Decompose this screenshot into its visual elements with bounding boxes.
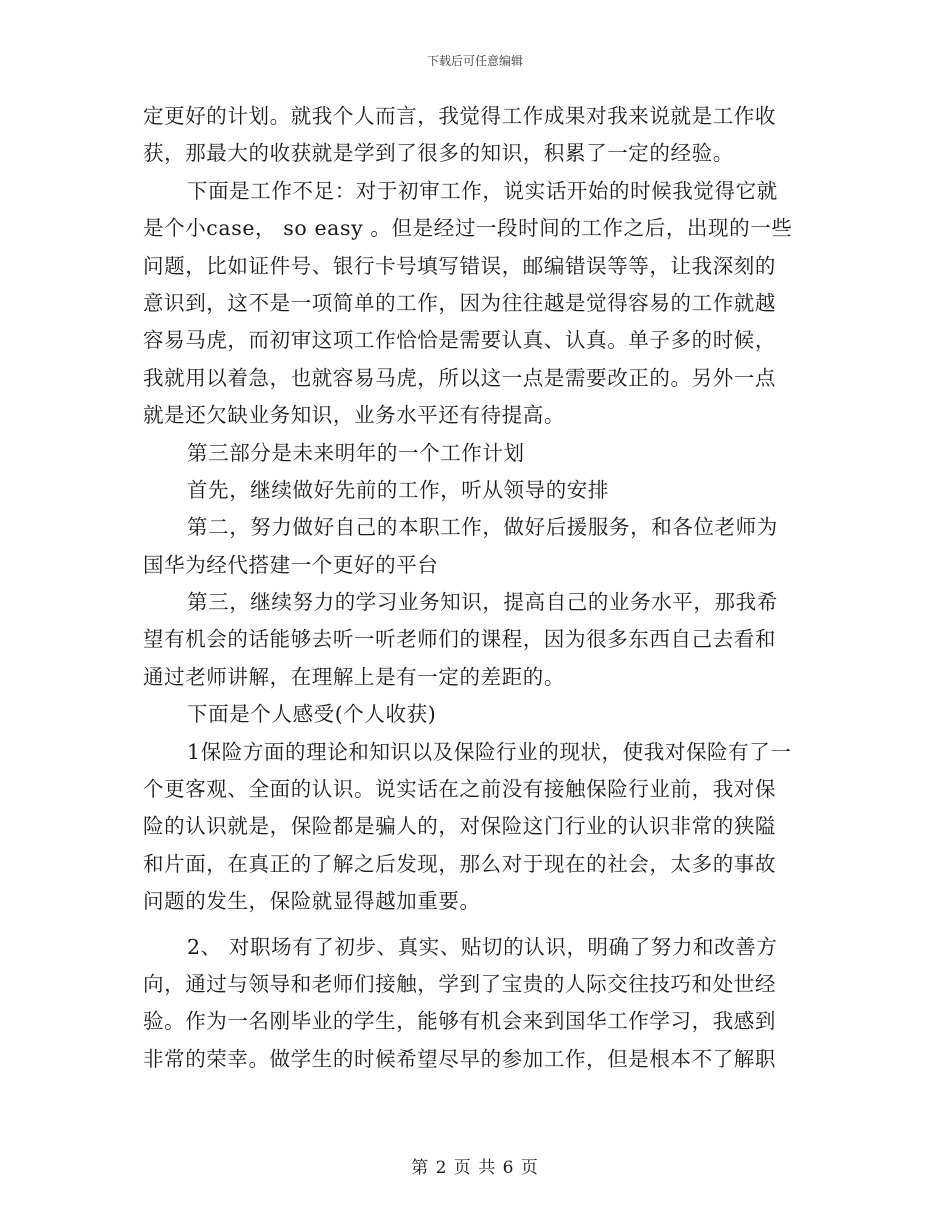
body-line: 1保险方面的理论和知识以及保险行业的现状，使我对保险有了一: [187, 739, 792, 764]
body-line: 和片面，在真正的了解之后发现，那么对于现在的社会，太多的事故: [143, 851, 776, 876]
body-line: 容易马虎，而初审这项工作恰恰是需要认真、认真。单子多的时候，: [143, 328, 776, 353]
body-line: 国华为经代搭建一个更好的平台: [143, 552, 439, 577]
body-line: 验。作为一名刚毕业的学生，能够有机会来到国华工作学习，我感到: [143, 1009, 776, 1034]
body-line: 非常的荣幸。做学生的时候希望尽早的参加工作，但是根本不了解职: [143, 1046, 776, 1071]
body-line: 2、 对职场有了初步、真实、贴切的认识，明确了努力和改善方: [187, 934, 778, 959]
body-line: 就是还欠缺业务知识，业务水平还有待提高。: [143, 403, 565, 428]
body-line: 险的认识就是，保险都是骗人的，对保险这门行业的认识非常的狭隘: [143, 814, 776, 839]
body-line: 个更客观、全面的认识。说实话在之前没有接触保险行业前，我对保: [143, 777, 776, 802]
page-footer: 第 2 页 共 6 页: [411, 1158, 539, 1178]
body-line: 意识到，这不是一项简单的工作，因为往往越是觉得容易的工作就越: [143, 290, 776, 315]
body-line: 获，那最大的收获就是学到了很多的知识，积累了一定的经验。: [143, 141, 734, 166]
body-line: 定更好的计划。就我个人而言，我觉得工作成果对我来说就是工作收: [143, 104, 776, 128]
page-header: 下载后可任意编辑: [426, 54, 523, 68]
body-line: 第三，继续努力的学习业务知识，提高自己的业务水平，那我希: [187, 590, 778, 615]
body-line: 下面是工作不足：对于初审工作，说实话开始的时候我觉得它就: [187, 178, 778, 203]
body-line: 通过老师讲解，在理解上是有一定的差距的。: [143, 664, 565, 689]
body-line: 问题的发生，保险就显得越加重要。: [143, 889, 481, 914]
body-line: 向，通过与领导和老师们接触，学到了宝贵的人际交往技巧和处世经: [143, 971, 776, 996]
body-line: 望有机会的话能够去听一听老师们的课程，因为很多东西自己去看和: [143, 627, 776, 652]
body-line: 第二，努力做好自己的本职工作，做好后援服务，和各位老师为: [187, 515, 778, 540]
body-line: 首先，继续做好先前的工作，听从领导的安排: [187, 477, 609, 502]
body-line: 问题，比如证件号、银行卡号填写错误，邮编错误等等，让我深刻的: [143, 253, 776, 278]
section-heading: 第三部分是未来明年的一个工作计划: [187, 440, 525, 465]
body-line: 我就用以着急，也就容易马虎，所以这一点是需要改正的。另外一点: [143, 365, 776, 390]
body-line: 是个小case， so easy 。但是经过一段时间的工作之后，出现的一些: [143, 216, 793, 241]
document-body: [143, 98, 813, 1078]
section-heading: 下面是个人感受(个人收获): [187, 702, 437, 727]
